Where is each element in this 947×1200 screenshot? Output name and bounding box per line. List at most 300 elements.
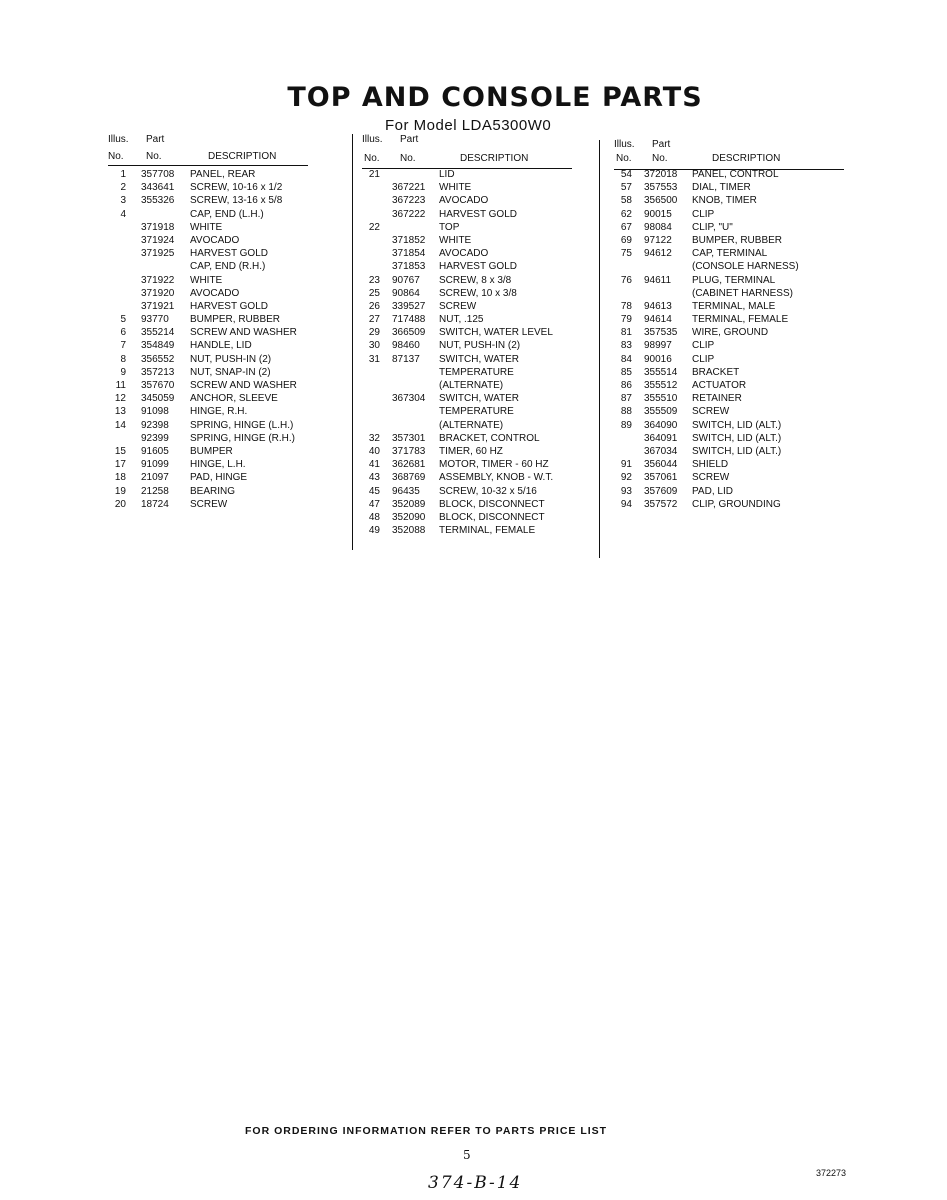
parts-row [108,498,308,511]
parts-row [614,379,844,392]
part-label: Part [146,134,165,145]
part-description: BLOCK, DISCONNECT [439,511,545,523]
parts-row [362,313,572,326]
header-rule [108,165,308,166]
part-number: 355326 [141,195,175,207]
illus-number: 84 [620,353,632,365]
parts-row [108,208,308,221]
parts-row [108,458,308,471]
description-label: DESCRIPTION [712,153,781,164]
part-number: 343641 [141,182,175,194]
part-number: 91099 [141,459,169,471]
part-number: 356500 [644,195,678,207]
illus-number: 94 [620,498,632,510]
part-description: NUT, PUSH-IN (2) [190,353,272,365]
part-description: SPRING, HINGE (R.H.) [190,432,296,444]
part-label: Part [400,134,419,145]
illus-number: 7 [120,340,126,352]
parts-row [362,287,572,300]
illus-number: 18 [114,472,126,484]
part-description: WHITE [439,234,472,246]
part-description: LID [439,169,455,180]
part-number: 90864 [392,287,420,299]
part-number: 367221 [392,182,426,194]
illus-number: 17 [114,459,126,471]
part-number: 371925 [141,248,175,260]
column-header [108,134,308,168]
illus-number: 22 [368,221,380,233]
part-no-label: No. [400,153,416,164]
illus-number: 81 [620,327,632,339]
illus-label: Illus. [614,139,635,150]
part-number: 357708 [141,169,175,180]
part-label: Part [652,139,671,150]
parts-row [362,432,572,445]
illus-number: 30 [368,340,380,352]
part-number: 357670 [141,380,175,391]
part-number: 93770 [141,314,169,326]
part-number: 90767 [392,274,420,286]
part-description: SCREW AND WASHER [190,380,297,391]
part-description: WHITE [190,221,223,233]
parts-row [362,221,572,234]
parts-row [362,181,572,194]
part-number: 98084 [644,221,672,233]
parts-column-2 [362,134,572,537]
parts-row [614,326,844,339]
part-description: SCREW, 8 x 3/8 [439,274,512,286]
handwritten-note: 374-B-14 [428,1173,523,1193]
parts-row [362,168,572,181]
illus-number: 13 [114,406,126,418]
illus-number: 27 [368,314,380,326]
parts-row [614,274,844,287]
part-description: ACTUATOR [692,380,747,391]
parts-row [614,445,844,458]
illus-number: 2 [120,182,126,194]
parts-row [362,339,572,352]
parts-row [362,326,572,339]
part-description: BUMPER, RUBBER [692,234,783,246]
part-description: BUMPER [190,445,233,457]
illus-number: 58 [620,195,632,207]
part-description: SCREW AND WASHER [190,327,297,339]
parts-row [362,194,572,207]
part-number: 98997 [644,340,672,352]
part-number: 352090 [392,511,426,523]
illus-number: 23 [368,274,380,286]
part-number: 371853 [392,261,426,273]
parts-row [362,260,572,273]
part-description: PANEL, REAR [190,169,256,180]
parts-row [108,432,308,445]
no-label: No. [364,153,380,164]
part-description: TIMER, 60 HZ [439,445,503,457]
part-description: SCREW, 10-16 x 1/2 [190,182,283,194]
illus-number: 67 [620,221,632,233]
part-description: TERMINAL, FEMALE [692,314,789,326]
part-number: 357572 [644,498,678,510]
illus-label: Illus. [362,134,383,145]
illus-number: 92 [620,472,632,484]
part-number: 371920 [141,287,175,299]
illus-number: 88 [620,406,632,418]
part-number: 364090 [644,419,678,431]
illus-number: 21 [368,169,380,180]
page-title: TOP AND CONSOLE PARTS [287,82,703,113]
part-number: 21097 [141,472,169,484]
illus-number: 20 [114,498,126,510]
parts-row [362,353,572,366]
parts-row [614,234,844,247]
illus-label: Illus. [108,134,129,145]
parts-row [108,234,308,247]
part-description: HINGE, R.H. [190,406,248,418]
part-number: 18724 [141,498,169,510]
part-description: HINGE, L.H. [190,459,246,471]
parts-row [614,458,844,471]
parts-row [108,392,308,405]
part-number: 355514 [644,366,678,378]
parts-row [614,168,844,181]
parts-row [108,405,308,418]
part-description: (CONSOLE HARNESS) [692,261,799,273]
parts-row [362,247,572,260]
part-number: 357213 [141,366,175,378]
part-description: DIAL, TIMER [692,182,751,194]
illus-number: 12 [114,393,126,405]
part-description: NUT, SNAP-IN (2) [190,366,271,378]
parts-row [362,300,572,313]
part-description: PAD, HINGE [190,472,248,484]
part-description: PLUG, TERMINAL [692,274,776,286]
part-description: MOTOR, TIMER - 60 HZ [439,459,549,471]
illus-number: 19 [114,485,126,497]
part-description: CLIP, GROUNDING [692,498,781,510]
parts-row [108,181,308,194]
illus-number: 11 [115,380,126,391]
part-description: CAP, END (R.H.) [190,261,266,273]
parts-row [362,485,572,498]
parts-row [108,485,308,498]
part-description: CLIP [692,340,715,352]
part-number: 371783 [392,445,426,457]
part-number: 90016 [644,353,672,365]
parts-row [108,247,308,260]
part-description: SPRING, HINGE (L.H.) [190,419,294,431]
parts-list [614,168,844,511]
illus-number: 69 [620,234,632,246]
part-number: 372018 [644,169,678,180]
part-number: 356044 [644,459,678,471]
part-number: 355510 [644,393,678,405]
part-number: 371922 [141,274,175,286]
parts-row [614,432,844,445]
parts-row [108,471,308,484]
part-description: CAP, TERMINAL [692,248,768,260]
part-description: SWITCH, LID (ALT.) [692,445,782,457]
illus-number: 79 [620,314,632,326]
part-number: 352088 [392,525,426,537]
part-number: 371918 [141,221,175,233]
illus-number: 47 [368,498,380,510]
illus-number: 48 [368,511,380,523]
part-description: TEMPERATURE [439,406,514,418]
illus-number: 78 [620,300,632,312]
illus-number: 87 [620,393,632,405]
part-description: CLIP, "U" [692,221,733,233]
parts-row [614,353,844,366]
part-description: (CABINET HARNESS) [692,287,793,299]
part-description: SWITCH, WATER [439,353,519,365]
parts-row [614,194,844,207]
part-number: 355214 [141,327,175,339]
parts-row [108,168,308,181]
part-description: CLIP [692,208,715,220]
part-number: 362681 [392,459,426,471]
parts-row [108,221,308,234]
part-number: 366509 [392,327,426,339]
part-number: 96435 [392,485,420,497]
part-description: SWITCH, WATER [439,393,519,405]
parts-row [614,485,844,498]
parts-row [614,221,844,234]
part-description: SCREW [439,300,477,312]
parts-row [108,194,308,207]
part-description: SHIELD [692,459,729,471]
illus-number: 25 [368,287,380,299]
parts-row [362,392,572,405]
illus-number: 6 [120,327,126,339]
part-number: 94614 [644,314,672,326]
parts-row [614,247,844,260]
part-description: (ALTERNATE) [439,380,504,391]
column-divider [599,140,600,558]
parts-row [614,260,844,273]
parts-row [614,471,844,484]
part-description: SCREW, 10 x 3/8 [439,287,517,299]
parts-row [108,260,308,273]
part-description: SCREW [692,406,730,418]
parts-row [614,498,844,511]
illus-number: 93 [620,485,632,497]
part-description: RETAINER [692,393,742,405]
part-number: 371852 [392,234,426,246]
parts-row [108,300,308,313]
part-number: 371924 [141,234,175,246]
parts-row [362,511,572,524]
part-number: 357061 [644,472,678,484]
part-number: 97122 [644,234,672,246]
illus-number: 3 [120,195,126,207]
part-number: 355509 [644,406,678,418]
illus-number: 83 [620,340,632,352]
part-description: ASSEMBLY, KNOB - W.T. [439,472,554,484]
part-number: 94611 [644,274,672,286]
part-description: HARVEST GOLD [439,208,517,220]
parts-row [614,339,844,352]
parts-list [362,168,572,537]
illus-number: 15 [114,445,126,457]
part-number: 21258 [141,485,169,497]
column-header [362,134,572,168]
part-description: SWITCH, WATER LEVEL [439,327,553,339]
part-description: NUT, PUSH-IN (2) [439,340,521,352]
part-description: BRACKET, CONTROL [439,432,540,444]
illus-number: 57 [620,182,632,194]
parts-row [614,181,844,194]
illus-number: 86 [620,380,632,391]
part-number: 90015 [644,208,672,220]
parts-row [362,379,572,392]
part-number: 98460 [392,340,420,352]
illus-number: 45 [368,485,380,497]
illus-number: 40 [368,445,380,457]
parts-row [362,445,572,458]
illus-number: 76 [620,274,632,286]
parts-row [362,471,572,484]
part-number: 367304 [392,393,426,405]
part-number: 354849 [141,340,175,352]
parts-row [614,366,844,379]
ordering-info-footer: FOR ORDERING INFORMATION REFER TO PARTS PRICE LIST [245,1125,608,1137]
part-description: (ALTERNATE) [439,419,504,431]
parts-row [108,287,308,300]
parts-row [362,366,572,379]
part-description: PAD, LID [692,485,733,497]
part-description: TEMPERATURE [439,366,514,378]
part-number: 92399 [141,432,169,444]
part-number: 352089 [392,498,426,510]
part-number: 371921 [141,300,175,312]
part-number: 371854 [392,248,426,260]
parts-row [362,208,572,221]
parts-row [108,366,308,379]
parts-row [362,524,572,537]
part-number: 355512 [644,380,678,391]
parts-row [108,274,308,287]
illus-number: 54 [620,169,632,180]
part-description: NUT, .125 [439,314,484,326]
parts-row [362,458,572,471]
model-subtitle: For Model LDA5300W0 [385,117,552,134]
parts-row [362,234,572,247]
parts-row [614,405,844,418]
no-label: No. [616,153,632,164]
part-description: HARVEST GOLD [190,248,268,260]
illus-number: 29 [368,327,380,339]
part-number: 339527 [392,300,426,312]
part-number: 368769 [392,472,426,484]
parts-row [108,445,308,458]
description-label: DESCRIPTION [208,151,277,162]
page-number: 5 [463,1148,471,1162]
part-number: 367223 [392,195,426,207]
parts-row [108,353,308,366]
description-label: DESCRIPTION [460,153,529,164]
part-description: HARVEST GOLD [190,300,268,312]
part-description: TERMINAL, MALE [692,300,776,312]
part-description: BEARING [190,485,236,497]
parts-row [362,498,572,511]
illus-number: 43 [368,472,380,484]
parts-list [108,168,308,511]
illus-number: 85 [620,366,632,378]
part-description: SCREW, 13-16 x 5/8 [190,195,283,207]
illus-number: 1 [120,169,126,180]
parts-row [362,419,572,432]
parts-row [108,326,308,339]
parts-row [614,313,844,326]
no-label: No. [108,151,124,162]
part-number: 364091 [644,432,678,444]
parts-row [108,419,308,432]
part-number: 345059 [141,393,175,405]
part-description: PANEL, CONTROL [692,169,779,180]
illus-number: 26 [368,300,380,312]
part-description: BRACKET [692,366,740,378]
part-no-label: No. [652,153,668,164]
parts-row [108,313,308,326]
part-description: AVOCADO [439,195,489,207]
part-description: ANCHOR, SLEEVE [190,393,278,405]
part-description: TERMINAL, FEMALE [439,525,536,537]
part-number: 87137 [392,353,420,365]
part-no-label: No. [146,151,162,162]
part-number: 94613 [644,300,672,312]
part-description: WIRE, GROUND [692,327,769,339]
part-description: AVOCADO [439,248,489,260]
illus-number: 49 [368,525,380,537]
illus-number: 14 [114,419,126,431]
parts-row [362,405,572,418]
document-code: 372273 [816,1168,847,1178]
part-description: SCREW, 10-32 x 5/16 [439,485,537,497]
part-number: 357301 [392,432,426,444]
illus-number: 89 [620,419,632,431]
part-number: 367222 [392,208,426,220]
column-header [614,134,844,168]
part-number: 357553 [644,182,678,194]
parts-row [614,300,844,313]
part-description: CLIP [692,353,715,365]
part-description: HANDLE, LID [190,340,252,352]
part-description: BUMPER, RUBBER [190,314,281,326]
illus-number: 9 [120,366,126,378]
part-description: BLOCK, DISCONNECT [439,498,545,510]
part-number: 367034 [644,445,678,457]
part-description: CAP, END (L.H.) [190,208,264,220]
part-description: WHITE [439,182,472,194]
parts-row [108,379,308,392]
parts-row [362,274,572,287]
parts-column-3 [614,134,844,511]
part-description: AVOCADO [190,287,240,299]
parts-row [614,419,844,432]
part-number: 92398 [141,419,169,431]
part-number: 357535 [644,327,678,339]
part-number: 356552 [141,353,175,365]
part-description: AVOCADO [190,234,240,246]
parts-row [108,339,308,352]
illus-number: 62 [620,208,632,220]
illus-number: 75 [620,248,632,260]
part-description: TOP [439,221,460,233]
illus-number: 32 [368,432,380,444]
illus-number: 31 [368,353,380,365]
part-number: 357609 [644,485,678,497]
part-description: SCREW [692,472,730,484]
